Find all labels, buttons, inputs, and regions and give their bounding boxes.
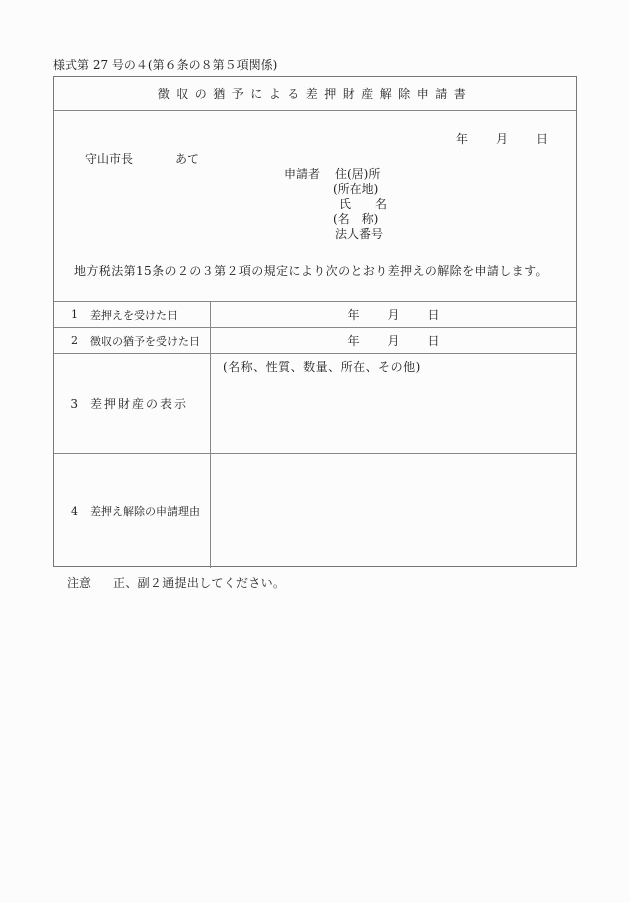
day-label: 日	[536, 132, 549, 146]
table-row-seized-property	[54, 353, 576, 453]
seizure-date-field[interactable]: 年 月 日	[347, 308, 440, 322]
submission-note	[67, 574, 285, 591]
submission-date[interactable]	[456, 130, 548, 147]
year-label: 年	[456, 132, 469, 146]
release-reason-field[interactable]	[211, 454, 576, 568]
table-row-release-reason	[54, 453, 576, 568]
row-label: 4 差押え解除の申請理由	[54, 454, 211, 568]
row-label: 1 差押えを受けた日	[54, 302, 211, 327]
applicant-name-field[interactable]: 氏 名	[339, 197, 388, 211]
applicant-title-field[interactable]: (名 称)	[333, 212, 379, 226]
form-number: 様式第 27 号の４(第６条の８第５項関係)	[53, 58, 278, 72]
note-label: 注意	[67, 576, 92, 590]
seized-property-field[interactable]	[211, 354, 576, 453]
table-row-seizure-date	[54, 301, 576, 327]
form-header-section	[54, 111, 576, 301]
applicant-location-field[interactable]: (所在地)	[333, 182, 379, 196]
addressee-suffix: あて	[175, 152, 200, 166]
row-label: 2 徴収の猶予を受けた日	[54, 328, 211, 353]
form-frame	[53, 76, 577, 567]
applicant-label: 申請者	[284, 167, 321, 181]
applicant-address-field[interactable]: 住(居)所	[335, 167, 381, 181]
addressee: 守山市長	[85, 152, 134, 166]
application-statement: 地方税法第15条の２の３第２項の規定により次のとおり差押えの解除を申請します。	[74, 264, 548, 278]
month-label: 月	[496, 132, 509, 146]
deferral-date-field[interactable]: 年 月 日	[347, 334, 440, 348]
note-text: 正、副２通提出してください。	[113, 576, 286, 590]
table-row-deferral-date	[54, 327, 576, 353]
row-label: 3 差押財産の表示	[54, 354, 211, 453]
property-hint: (名称、性質、数量、所在、その他)	[223, 360, 421, 374]
corporate-number-field[interactable]: 法人番号	[335, 227, 384, 241]
form-title: 徴収の猶予による差押財産解除申請書	[54, 77, 576, 111]
